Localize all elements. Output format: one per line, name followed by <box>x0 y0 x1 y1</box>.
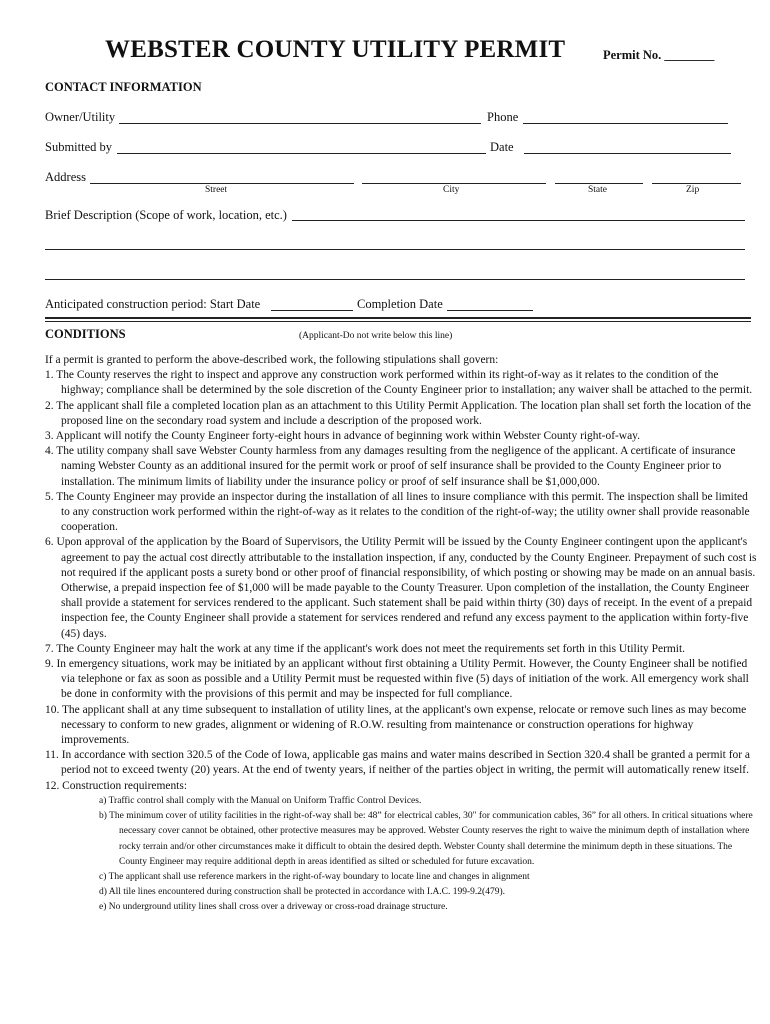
condition-item: 2. The applicant shall file a completed location plan as an attachment to this Utility Permit Application. The location plan shall set forth the location of the proposed line on the secondary road system and include a description of the proposed work. <box>45 399 751 427</box>
completion-date-field[interactable] <box>447 310 533 311</box>
construction-requirements-list <box>45 794 757 916</box>
requirement-item: b) The minimum cover of utility facilities in the right-of-way shall be: 48” for electrical cables, 30" for communication cables, 36” for all others. In critical situations where necessary cover cannot be obtained, other protective measures may be approved. Webster County reserves the right to waive the minimum depth of installation where rocky terrain and/or other circumstances make it difficult to obtain the desired depth. Webster County shall determine the minimum depth in these situations. The County Engineer may require additional depth in areas identified as silted or scheduled for future excavation. <box>99 811 753 867</box>
owner-utility-label: Owner/Utility <box>45 110 116 124</box>
brief-description-field-2[interactable] <box>45 249 745 250</box>
requirement-item: e) No underground utility lines shall cross over a driveway or cross-road drainage structure. <box>99 902 448 913</box>
condition-item: 6. Upon approval of the application by the Board of Supervisors, the Utility Permit will be issued by the County Engineer contingent upon the applicant's agreement to pay the actual cost directly attributable to the installation inspection, if any, conducted by the County Engineer. Prepayment of such cost is not required if the applicant posts a surety bond or other proof of financial responsibility, of which posting or showing may be made on an annual basis. Otherwise, a prepaid inspection fee of $1,000 will be made payable to the County Treasurer. Upon completion of the installation, the County Engineer shall provide a statement for services rendered to the applicant. Such statement shall be paid within thirty (30) days of receipt. In the event of a prepaid inspection fee, the County Engineer shall provide a statement for services rendered and refund any excess payment to the application within forty-five (45) days. <box>45 536 757 640</box>
conditions-list <box>45 368 757 794</box>
permit-number-label: Permit No. ________ <box>603 48 715 62</box>
contact-heading: CONTACT INFORMATION <box>45 80 202 94</box>
section-divider-thin <box>45 321 751 322</box>
submitted-by-field[interactable] <box>117 153 486 154</box>
conditions-body <box>45 353 757 916</box>
date-label: Date <box>490 140 514 154</box>
street-caption: Street <box>205 185 228 195</box>
state-field[interactable] <box>555 183 643 184</box>
requirement-item: d) All tile lines encountered during construction shall be protected in accordance with I.A.C. 199-9.2(479). <box>99 887 506 898</box>
submitted-by-label: Submitted by <box>45 140 113 154</box>
start-date-field[interactable] <box>271 310 353 311</box>
zip-caption: Zip <box>686 185 700 195</box>
requirement-item: a) Traffic control shall comply with the Manual on Uniform Traffic Control Devices. <box>99 795 422 806</box>
requirement-item: c) The applicant shall use reference markers in the right-of-way boundary to locate line and changes in alignment <box>99 871 530 882</box>
condition-item: 1. The County reserves the right to inspect and approve any construction work performed within its right-of-way as it relates to the condition of the highway; compliance shall be determined by the sole discretion of the County Engineer prior to installation; any waiver shall be attached to the permit. <box>45 369 753 397</box>
street-field[interactable] <box>90 183 354 184</box>
condition-item: 11. In accordance with section 320.5 of the Code of Iowa, applicable gas mains and water mains described in Section 320.4 shall be granted a permit for a period not to exceed twenty (20) years. At the end of twenty years, if neither of the parties object in writing, the permit will automatically renew itself. <box>45 749 750 777</box>
condition-item: 9. In emergency situations, work may be initiated by an applicant without first obtaining a Utility Permit. However, the County Engineer shall be notified via telephone or fax as soon as possible and a Utility Permit must be requested within five (5) days of initiation of the work. All emergency work shall be done in conformity with the provisions of this permit and may be inspected for full compliance. <box>45 658 749 701</box>
conditions-intro: If a permit is granted to perform the above-described work, the following stipulations shall govern: <box>45 354 499 366</box>
address-label: Address <box>45 170 86 184</box>
state-caption: State <box>588 185 607 195</box>
completion-date-label: Completion Date <box>357 297 443 311</box>
start-date-label: Anticipated construction period: Start Date <box>45 297 261 311</box>
phone-label: Phone <box>487 110 519 124</box>
brief-description-label: Brief Description (Scope of work, location, etc.) <box>45 208 287 222</box>
city-field[interactable] <box>362 183 546 184</box>
date-field[interactable] <box>524 153 731 154</box>
condition-item: 12. Construction requirements: <box>45 779 187 792</box>
brief-description-field-1[interactable] <box>292 220 745 221</box>
condition-item: 4. The utility company shall save Webster County harmless from any damages resulting from the negligence of the applicant. A certificate of insurance naming Webster County as an additional insured for the permit work or proof of self insurance shall be provided to the County Engineer prior to installation. The minimum limits of liability under the insurance policy or proof of self insurance shall be $1,000,000. <box>45 445 736 488</box>
city-caption: City <box>443 185 460 195</box>
zip-field[interactable] <box>652 183 741 184</box>
condition-item: 7. The County Engineer may halt the work at any time if the applicant's work does not meet the requirements set forth in this Utility Permit. <box>45 642 685 655</box>
section-divider <box>45 317 751 319</box>
condition-item: 10. The applicant shall at any time subsequent to installation of utility lines, at the applicant's own expense, relocate or remove such lines as may become necessary to conform to new grades, alignment or widening of R.O.W. resulting from maintenance or construction operations for highway improvements. <box>45 703 747 747</box>
brief-description-field-3[interactable] <box>45 279 745 280</box>
condition-item: 5. The County Engineer may provide an inspector during the installation of all lines to insure compliance with this permit. The inspection shall be limited to any construction work performed within the right-of-way as it relates to the condition of the right-of-way; the utility owner shall provide reasonable cooperation. <box>45 490 750 534</box>
condition-item: 3. Applicant will notify the County Engineer forty-eight hours in advance of beginning work within Webster County right-of-way. <box>45 430 640 443</box>
conditions-heading: CONDITIONS <box>45 327 126 341</box>
page-title: WEBSTER COUNTY UTILITY PERMIT <box>105 36 566 63</box>
owner-utility-field[interactable] <box>119 123 481 124</box>
phone-field[interactable] <box>523 123 728 124</box>
applicant-note: (Applicant-Do not write below this line) <box>299 331 453 341</box>
